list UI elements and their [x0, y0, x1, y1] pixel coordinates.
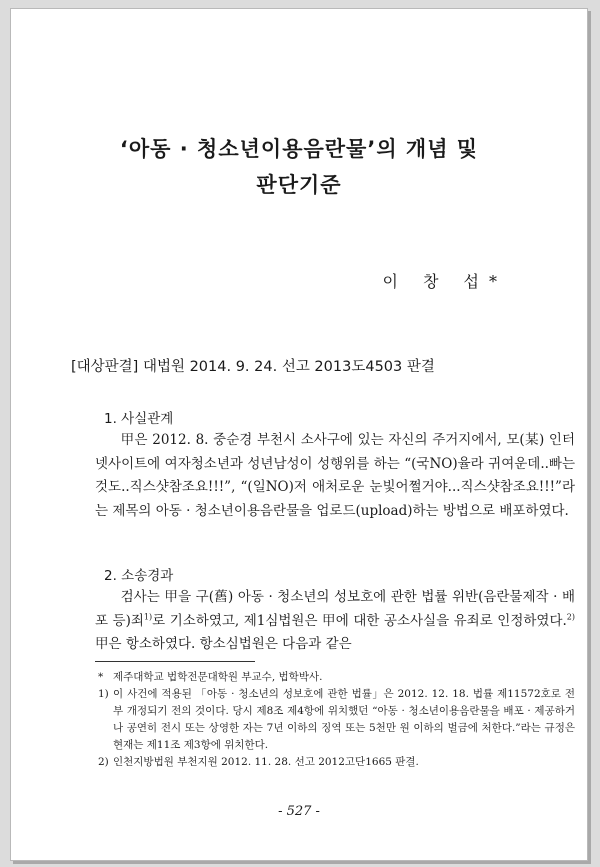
footnote-ref-1: 1)	[143, 612, 153, 621]
footnote-marker: *	[98, 671, 104, 683]
footnotes	[95, 669, 575, 771]
proceedings-text-a: 검사는 甲을 구(舊) 아동 · 청소년의 성보호에 관한 법률 위반(음란물제작 · 배포 등)죄	[95, 589, 575, 629]
footnote-1	[95, 686, 575, 754]
proceedings-text-c: 甲은 항소하였다. 항소심법원은 다음과 같은	[95, 636, 352, 652]
footnote-divider	[95, 661, 255, 662]
footnote-ref-2: 2)	[566, 612, 575, 621]
article-title-line-2: 판단기준	[256, 173, 342, 197]
author-name: 이 창 섭*	[382, 272, 507, 291]
paper-page	[10, 8, 588, 861]
section-heading-facts: 1. 사실관계	[104, 411, 174, 427]
footnote-text: 제주대학교 법학전문대학원 부교수, 법학박사.	[113, 671, 323, 683]
proceedings-text-b: 로 기소하였고, 제1심법원은 甲에 대한 공소사실을 유죄로 인정하였다.	[152, 612, 567, 629]
facts-paragraph: 甲은 2012. 8. 중순경 부천시 소사구에 있는 자신의 주거지에서, 모(某) 인터넷사이트에 여자청소년과 성년남성이 성행위를 하는 “(국NO)율라 귀여운데..빠는것도..직스샷참조요!!!”, “(일NO)저 애처로운 눈빛어쩔거야...직스샷참조요!!!”라는 제목의 아동 · 청소년이용음란물을 업로드(upload)하는 방법으로 배포하였다.	[95, 432, 575, 519]
footnote-text: 이 사건에 적용된 「아동 · 청소년의 성보호에 관한 법률」은 2012. 12. 18. 법률 제11572호로 전부 개정되기 전의 것이다. 당시 제8조 제4항에 위치했던 “아동 · 청소년이용음란물을 배포 · 제공하거나 공연히 전시 또는 상영한 자는 7년 이하의 징역 또는 5천만 원 이하의 벌금에 처한다.”라는 규정은 현재는 제11조 제3항에 위치한다.	[113, 688, 575, 751]
section-facts-body	[95, 429, 575, 523]
case-reference: [대상판결] 대법원 2014. 9. 24. 선고 2013도4503 판결	[71, 359, 435, 375]
footnote-2	[95, 754, 575, 771]
footnote-marker: 1)	[98, 688, 109, 700]
footnote-marker: 2)	[98, 756, 109, 768]
section-proceedings-body	[95, 586, 575, 657]
proceedings-paragraph	[95, 586, 575, 657]
footnote-text: 인천지방법원 부천지원 2012. 11. 28. 선고 2012고단1665 판결.	[113, 756, 419, 768]
section-heading-proceedings: 2. 소송경과	[104, 568, 174, 584]
page-number: - 527 -	[278, 804, 320, 819]
footnote-author	[95, 669, 575, 686]
article-title-line-1: ‘아동 · 청소년이용음란물’의 개념 및	[119, 137, 479, 161]
